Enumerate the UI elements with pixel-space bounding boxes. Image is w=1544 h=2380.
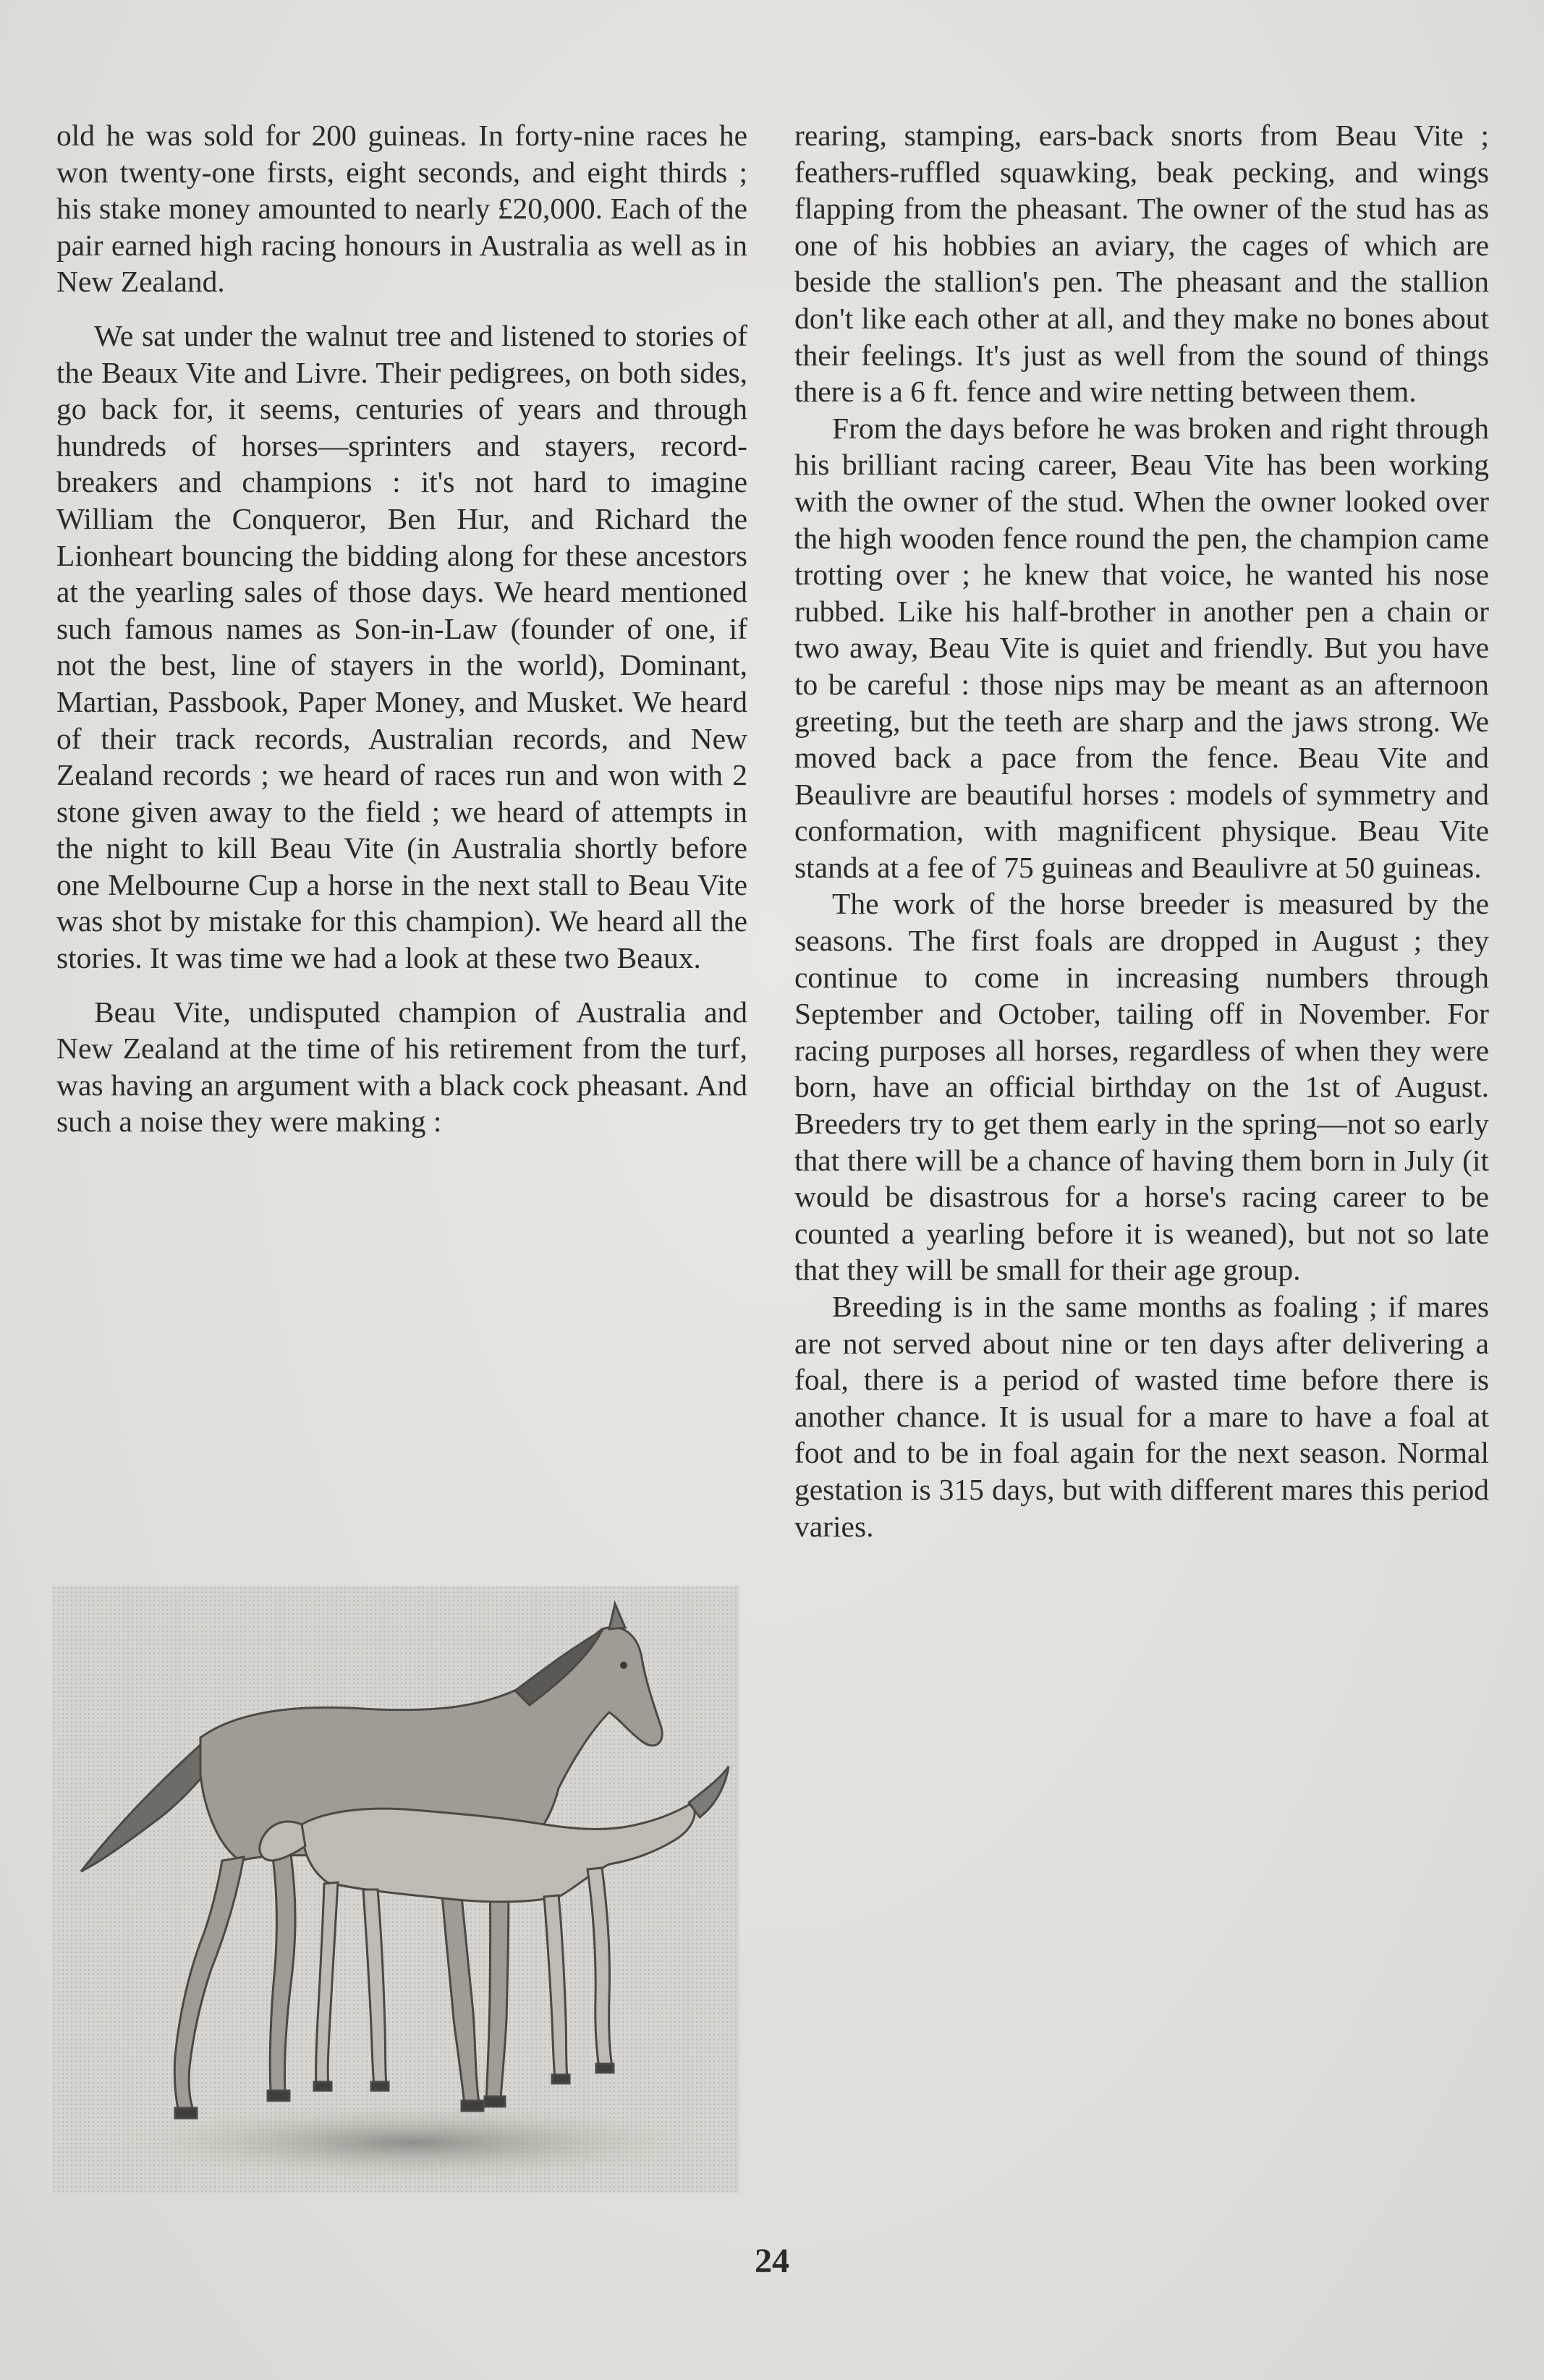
paragraph: From the days before he was broken and right through his brilliant racing career, Beau Vite has been working with the owner of the stud. When the owner looked over the high wooden fence round the pen, the champion came trotting over ; he knew that voice, he wanted his nose rubbed. Like his half-brother in another pen a chain or two away, Beau Vite is quiet and friendly. But you have to be careful : those nips may be meant as an afternoon greeting, but the teeth are sharp and the jaws strong. We moved back a pace from the fence. Beau Vite and Beaulivre are beautiful horses : models of symmetry and conformation, with magnificent physique. Beau Vite stands at a fee of 75 guineas and Beaulivre at 50 guineas. — [794, 411, 1489, 884]
paragraph: Beau Vite, undisputed champion of Australia and New Zealand at the time of his retirement from the turf, was having an argument with a black cock pheasant. And such a noise they were making : — [56, 995, 747, 1139]
paragraph: We sat under the walnut tree and listened to stories of the Beaux Vite and Livre. Their pedigrees, on both sides, go back for, it seems, centuries of years and through hundreds of horses—sprinters and stayers, record-breakers and champions : it's not hard to imagine William the Conqueror, Ben Hur, and Richard the Lionheart bouncing the bidding along for these ancestors at the yearling sales of those days. We heard mentioned such famous names as Son-in-Law (founder of one, if not the best, line of stayers in the world), Dominant, Martian, Passbook, Paper Money, and Musket. We heard of their track records, Australian records, and New Zealand records ; we heard of races run and won with 2 stone given away to the field ; we heard of attempts in the night to kill Beau Vite (in Australia shortly before one Melbourne Cup a horse in the next stall to Beau Vite was shot by mistake for this champion). We heard all the stories. It was time we had a look at these two Beaux. — [56, 318, 747, 975]
mare-and-foal-illustration — [52, 1586, 739, 2193]
paragraph: The work of the horse breeder is measured by the seasons. The first foals are dropped in August ; they continue to come in increasing numbers through September and October, tailing off in November. For racing purposes all horses, regardless of when they were born, have an official birthday on the 1st of August. Breeders try to get them early in the spring—not so early that there will be a chance of having them born in July (it would be disastrous for a horse's racing career to be counted a yearling before it is weaned), but not so late that they will be small for their age group. — [794, 887, 1489, 1287]
paragraph: old he was sold for 200 guineas. In forty-nine races he won twenty-one firsts, eight seconds, and eight thirds ; his stake money amounted to nearly £20,000. Each of the pair earned high racing honours in Australia as well as in New Zealand. — [56, 119, 747, 299]
paragraph: Breeding is in the same months as foaling ; if mares are not served about nine or ten days after delivering a foal, there is a period of wasted time before there is another chance. It is usual for a mare to have a foal at foot and to be in foal again for the next season. Normal gestation is 315 days, but with different mares this period varies. — [794, 1290, 1489, 1543]
left-column — [56, 117, 747, 1140]
right-column — [794, 117, 1489, 1544]
page-number: 24 — [755, 2242, 789, 2280]
paragraph: rearing, stamping, ears-back snorts from Beau Vite ; feathers-ruffled squawking, beak pecking, and wings flapping from the pheasant. The owner of the stud has as one of his hobbies an aviary, the cages of which are beside the stallion's pen. The pheasant and the stallion don't like each other at all, and they make no bones about their feelings. It's just as well from the sound of things there is a 6 ft. fence and wire netting between them. — [794, 119, 1489, 409]
